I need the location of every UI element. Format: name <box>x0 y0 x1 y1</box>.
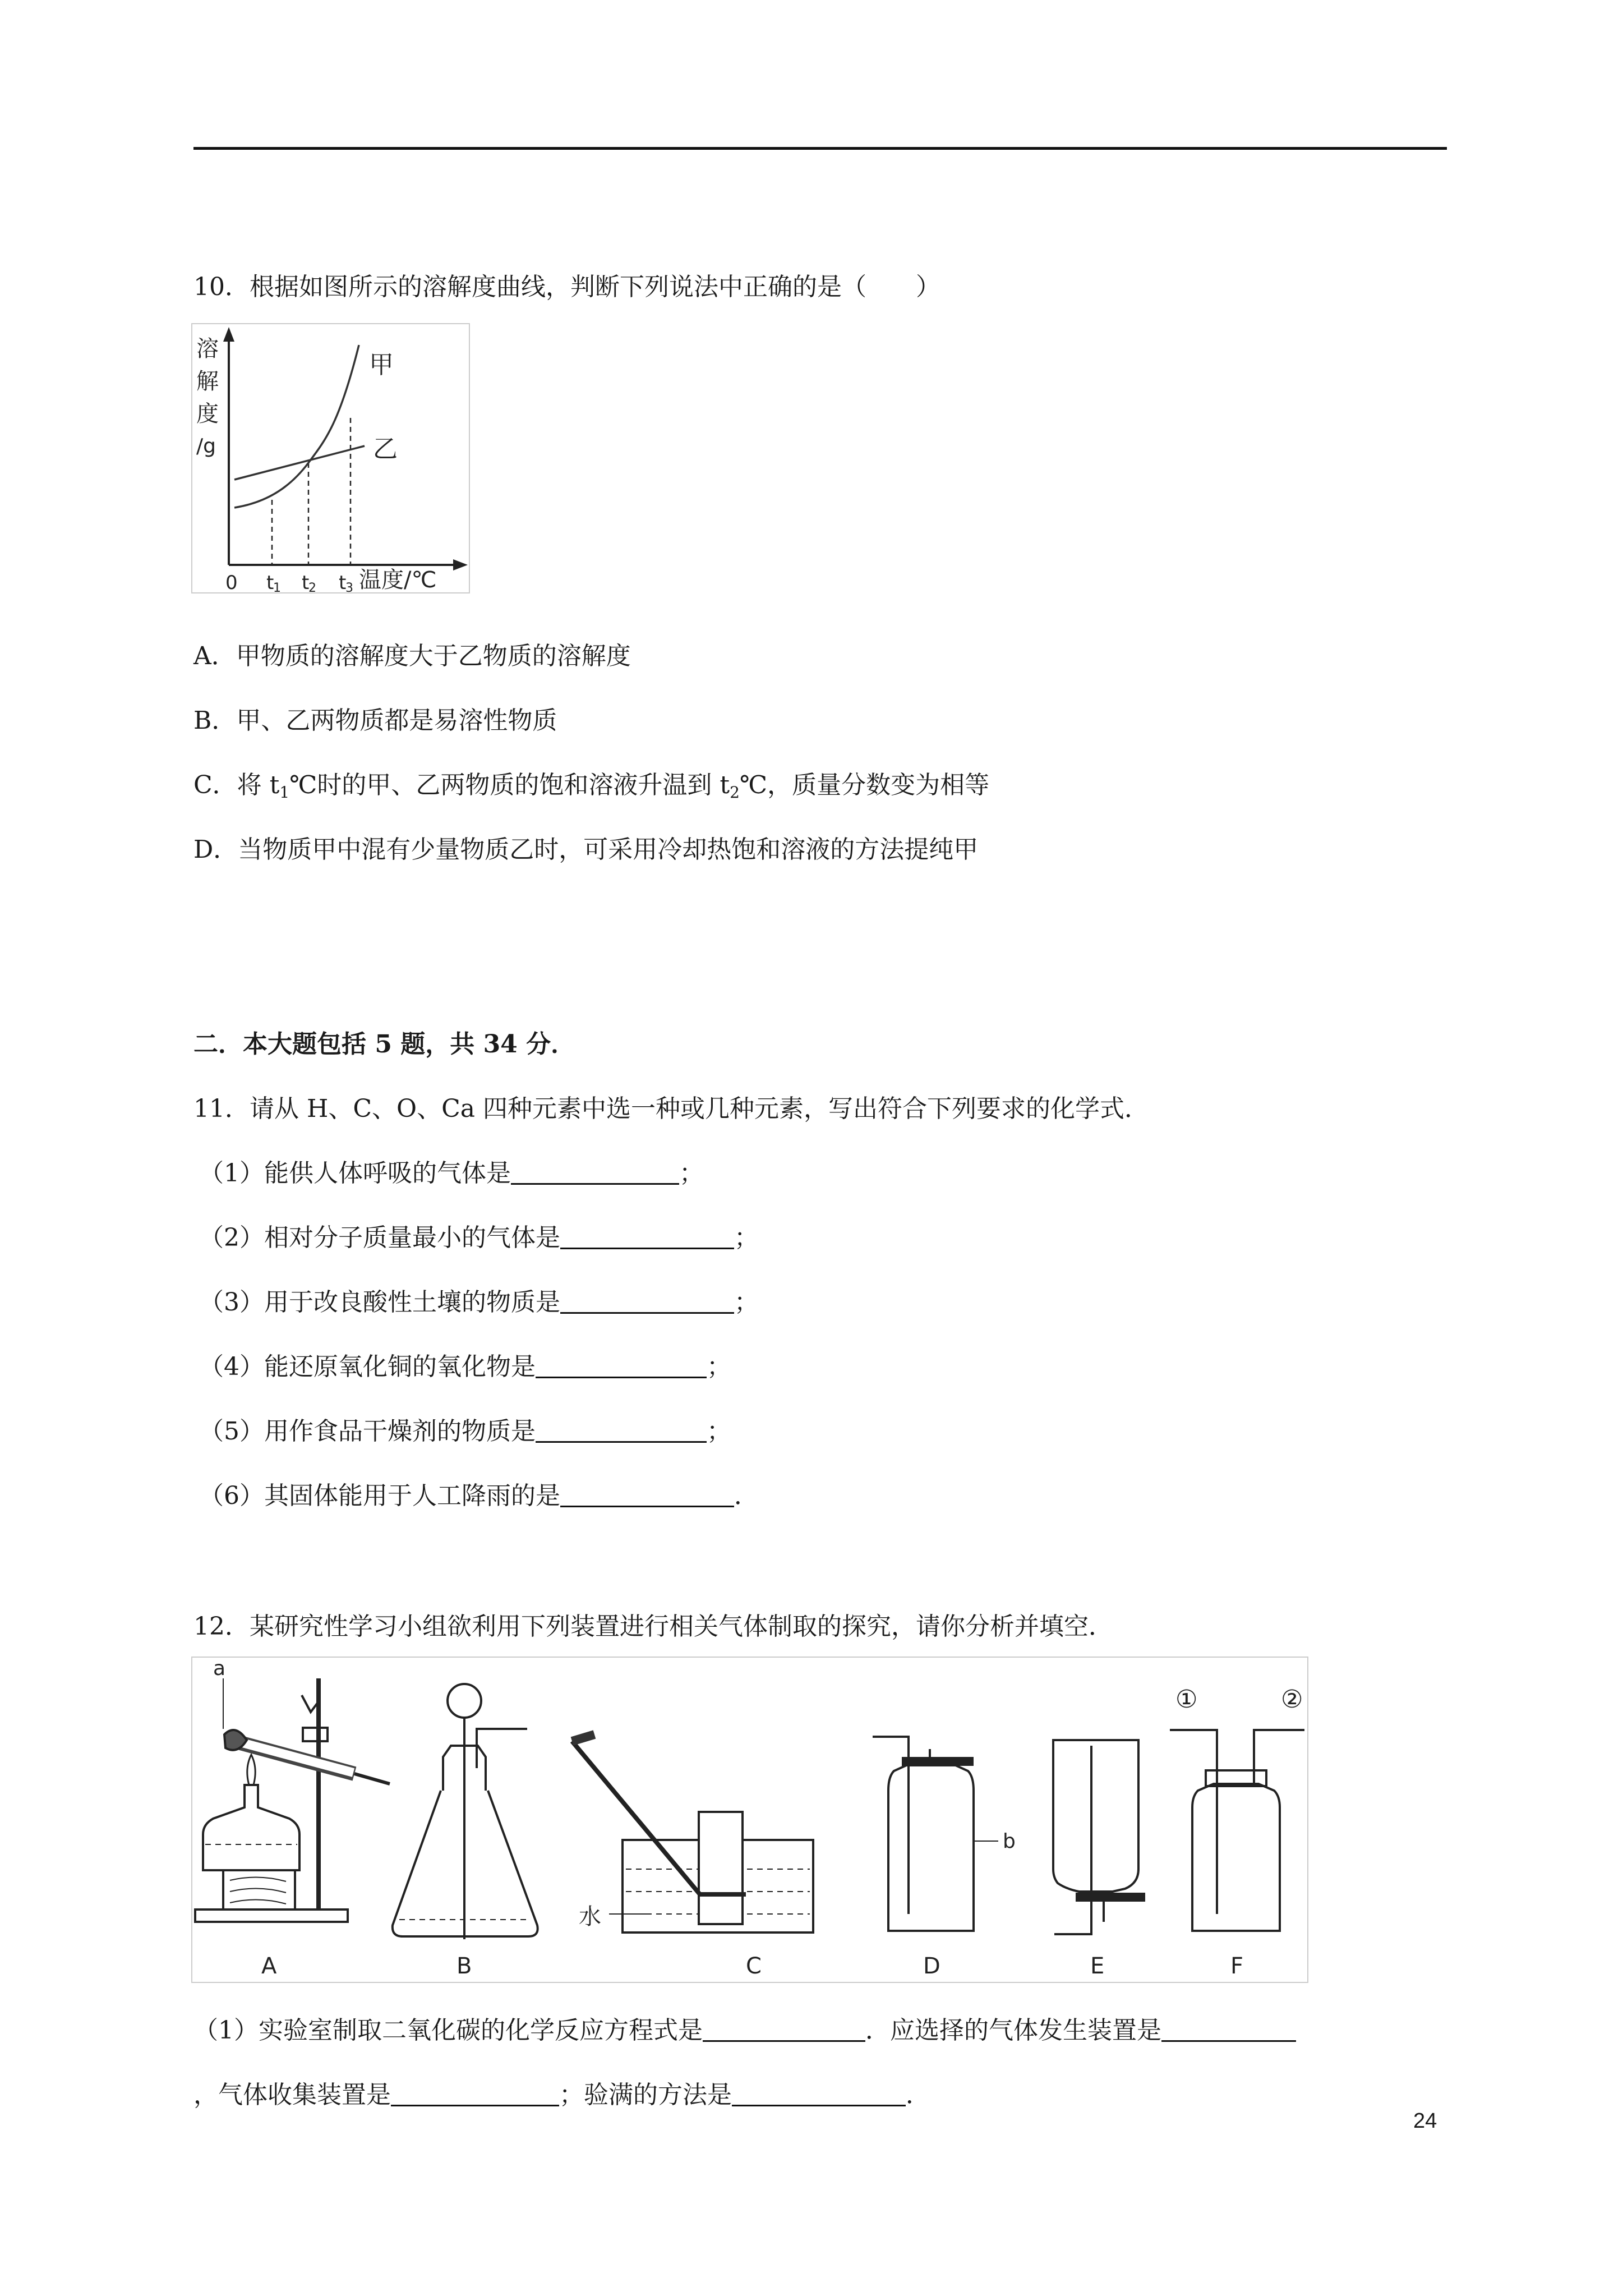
tick-t2: t <box>302 572 310 594</box>
figure-frame <box>192 324 469 593</box>
bottle-f <box>1192 1784 1280 1931</box>
answer-blank[interactable] <box>732 2079 906 2106</box>
apparatus-d <box>873 1737 1016 1931</box>
q11-item-4: （4）能还原氧化铜的氧化物是 ； <box>199 1350 731 1384</box>
apparatus-e <box>1053 1740 1144 1934</box>
curve-label-yi: 乙 <box>373 435 398 463</box>
q12-stem: 12．某研究性学习小组欲利用下列装置进行相关气体制取的探究，请你分析并填空． <box>193 1612 1113 1641</box>
bottle-e <box>1053 1740 1138 1892</box>
label-apparatus-f: F <box>1230 1953 1244 1979</box>
y-label-1: 溶 <box>196 336 219 362</box>
label-apparatus-d: D <box>923 1953 940 1979</box>
answer-blank[interactable] <box>560 1286 734 1314</box>
x-axis-arrow <box>453 559 468 570</box>
answer-blank[interactable] <box>511 1157 679 1185</box>
label-apparatus-a: A <box>261 1953 277 1979</box>
answer-blank[interactable] <box>703 2014 865 2042</box>
section-heading: 二．本大题包括 5 题，共 34 分． <box>193 1030 576 1059</box>
q12-part1-line2: ，气体收集装置是 ；验满的方法是 ． <box>193 2078 930 2112</box>
tick-0: 0 <box>225 572 238 594</box>
label-a-marker: a <box>213 1657 226 1680</box>
q11-item-6: （6）其固体能用于人工降雨的是 ． <box>199 1479 759 1513</box>
answer-blank[interactable] <box>560 1480 734 1507</box>
rubber-tube <box>572 1734 594 1741</box>
stopper-d <box>903 1758 972 1765</box>
label-port-1: ① <box>1175 1685 1198 1714</box>
q10-option-c: C．将 $t_1℃$时的甲、乙两物质的饱和溶液升温到 $t_2℃$，质量分数变为相等 <box>193 771 990 802</box>
alcohol-lamp <box>203 1785 299 1870</box>
apparatus-c <box>572 1734 813 1932</box>
tube-port-2 <box>1254 1730 1304 1786</box>
side-tube <box>477 1729 527 1768</box>
tick-t1: t <box>266 572 274 594</box>
curve-jia <box>234 345 359 508</box>
page-number: 24 <box>1413 2109 1437 2133</box>
answer-blank[interactable] <box>536 1351 707 1378</box>
tick-t2-sub: 2 <box>308 581 316 595</box>
clamp <box>303 1728 328 1741</box>
bottle-d <box>888 1765 974 1931</box>
q11-item-2: （2）相对分子质量最小的气体是 ； <box>199 1221 759 1255</box>
x-label: 温度/℃ <box>359 567 437 593</box>
tick-t1-sub: 1 <box>273 581 281 595</box>
apparatus-f <box>1170 1685 1304 1931</box>
label-port-2: ② <box>1281 1685 1303 1714</box>
q10-option-a: A．甲物质的溶解度大于乙物质的溶解度 <box>193 642 631 670</box>
q10-option-d: D．当物质甲中混有少量物质乙时，可采用冷却热饱和溶液的方法提纯甲 <box>193 835 979 864</box>
y-axis-arrow <box>223 327 234 342</box>
y-label-4: /g <box>196 435 216 458</box>
answer-blank[interactable] <box>536 1415 707 1443</box>
delivery-tube <box>354 1774 390 1784</box>
answer-blank[interactable] <box>560 1222 734 1249</box>
curve-label-jia: 甲 <box>369 351 394 379</box>
tick-t3: t <box>339 572 347 594</box>
answer-blank[interactable] <box>391 2079 559 2106</box>
gas-apparatus-figure <box>191 1656 1310 1984</box>
label-apparatus-e: E <box>1090 1953 1105 1979</box>
wood-grain <box>230 1877 286 1904</box>
q12-part1-line1: （1）实验室制取二氧化碳的化学反应方程式是 ．应选择的气体发生装置是 <box>193 2014 1296 2047</box>
long-tube-e <box>1054 1746 1091 1934</box>
tick-t3-sub: 3 <box>345 581 353 595</box>
y-label-3: 度 <box>196 401 219 427</box>
header-rule <box>193 147 1447 150</box>
label-apparatus-c: C <box>746 1953 762 1979</box>
q11-stem: 11．请从 H、C、O、Ca 四种元素中选一种或几种元素，写出符合下列要求的化学式． <box>193 1094 1149 1123</box>
q11-item-1: （1）能供人体呼吸的气体是 ； <box>199 1157 704 1190</box>
apparatus-b <box>393 1684 538 1939</box>
funnel-bulb <box>448 1684 481 1718</box>
q11-item-3: （3）用于改良酸性土壤的物质是 ； <box>199 1286 759 1319</box>
y-label-2: 解 <box>196 369 219 394</box>
flame <box>247 1755 255 1785</box>
arrow-mark <box>302 1695 317 1712</box>
q11-item-5: （5）用作食品干燥剂的物质是 ； <box>199 1415 731 1448</box>
apparatus-a <box>195 1657 390 1922</box>
q10-stem: 10．根据如图所示的溶解度曲线，判断下列说法中正确的是（ ） <box>193 273 940 301</box>
answer-blank[interactable] <box>1161 2014 1296 2042</box>
label-water: 水 <box>579 1904 601 1930</box>
stand-base <box>195 1910 348 1922</box>
q10-option-b: B．甲、乙两物质都是易溶性物质 <box>193 706 557 735</box>
label-b-marker: b <box>1003 1830 1016 1853</box>
label-apparatus-b: B <box>457 1953 472 1979</box>
collection-jar <box>699 1812 743 1924</box>
stopper-e <box>1077 1894 1144 1901</box>
solubility-curve-figure <box>191 323 471 595</box>
